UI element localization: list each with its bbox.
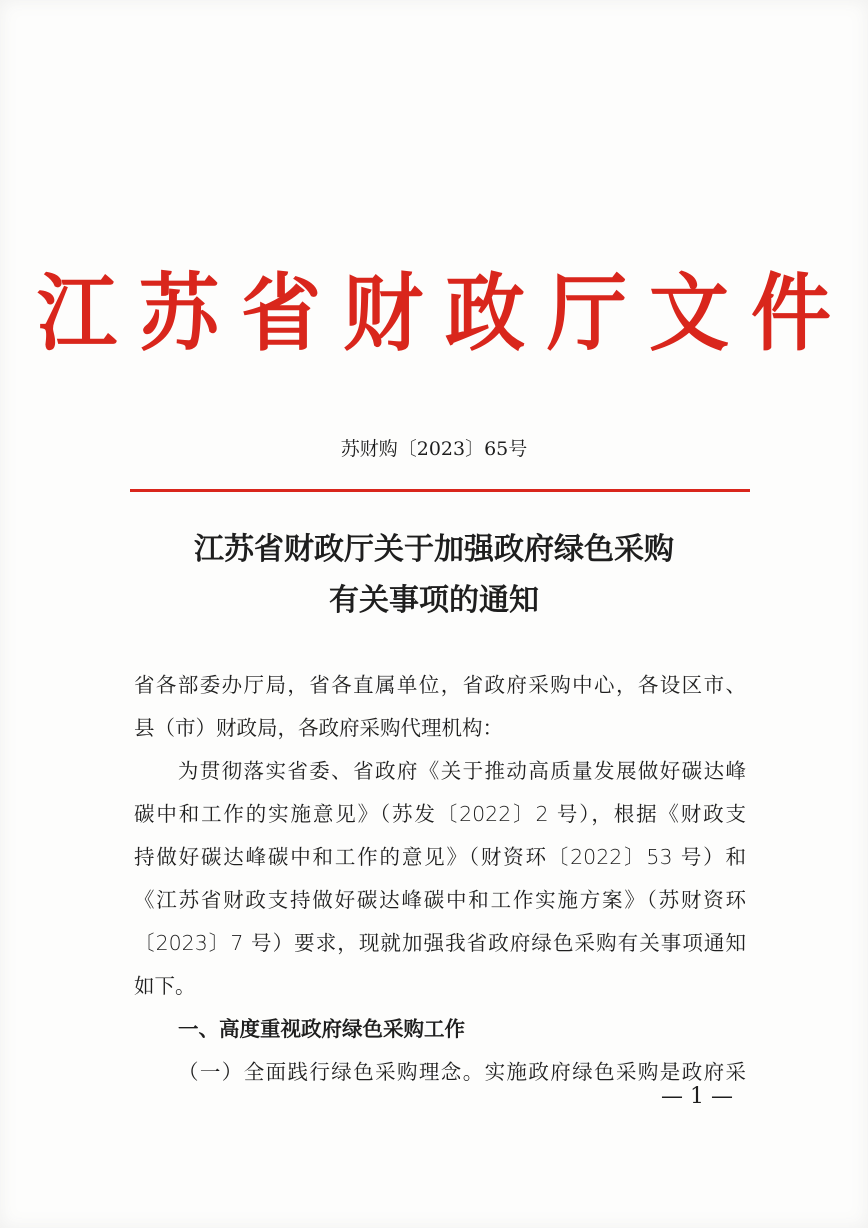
recipients-line-2: 县（市）财政局，各政府采购代理机构： [134,716,503,740]
recipients-line-1: 省各部委办厅局，省各直属单位，省政府采购中心，各设区市、 [134,673,746,697]
item-line: （一）全面践行绿色采购理念。实施政府绿色采购是政府采 [178,1060,746,1084]
red-separator-rule [130,489,750,492]
notice-title-line-2: 有关事项的通知 [329,583,539,618]
paragraph-line: 持做好碳达峰碳中和工作的意见》（财资环〔2022〕53 号）和 [134,845,746,869]
paragraph-line: 碳中和工作的实施意见》（苏发〔2022〕2 号），根据《财政支 [134,802,746,826]
section-heading: 一、高度重视政府绿色采购工作 [178,1017,465,1041]
page-number: — 1 — [661,1084,733,1109]
paragraph-line: 《江苏省财政支持做好碳达峰碳中和工作实施方案》（苏财资环 [134,888,746,912]
paragraph-line: 为贯彻落实省委、省政府《关于推动高质量发展做好碳达峰 [134,759,746,783]
paragraph-line: 〔2023〕7 号）要求，现就加强我省政府绿色采购有关事项通知 [134,931,746,955]
notice-title-line-1: 江苏省财政厅关于加强政府绿色采购 [194,532,674,567]
agency-header-title: 江苏省财政厅文件 [37,263,853,363]
document-number: 苏财购〔2023〕65号 [340,438,528,460]
paragraph-line: 如下。 [134,974,196,998]
